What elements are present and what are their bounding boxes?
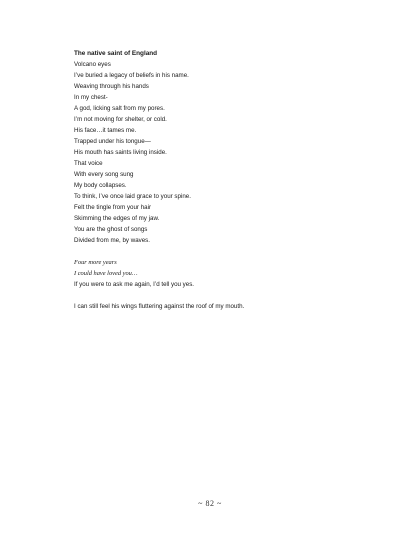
poem-line: His face…it tames me. — [74, 127, 137, 134]
poem-line: His mouth has saints living inside. — [74, 149, 167, 156]
poem-line: My body collapses. — [74, 182, 127, 189]
poem-line: With every song sung — [74, 171, 134, 178]
poem-line: You are the ghost of songs — [74, 226, 148, 233]
poem-line: Volcano eyes — [74, 61, 111, 68]
page-number: ~ 82 ~ — [198, 499, 222, 508]
poem-line: If you were to ask me again, I’d tell you yes. — [74, 281, 195, 288]
poem-line: Felt the tingle from your hair — [74, 204, 152, 211]
poem-line-italic: Four more years — [74, 259, 117, 266]
poem-line: Divided from me, by waves. — [74, 237, 150, 244]
stanza-1 — [74, 59, 374, 246]
poem-line: In my chest- — [74, 94, 108, 101]
poem-line: Skimming the edges of my jaw. — [74, 215, 160, 222]
poem-line: To think, I’ve once laid grace to your spine. — [74, 193, 191, 200]
stanza-2 — [74, 257, 374, 290]
poem-line-italic: I could have loved you… — [74, 270, 138, 277]
poem-line: A god, licking salt from my pores. — [74, 105, 165, 112]
poem-line: I’ve buried a legacy of beliefs in his name. — [74, 72, 189, 79]
poem-line: Weaving through his hands — [74, 83, 149, 90]
poem-line: I’m not moving for shelter, or cold. — [74, 116, 167, 123]
poem-title: The native saint of England — [74, 50, 158, 57]
poem-line: Trapped under his tongue— — [74, 138, 151, 145]
poem-line: That voice — [74, 160, 103, 167]
poem — [74, 48, 374, 312]
stanza-break — [74, 246, 374, 257]
stanza-break — [74, 290, 374, 301]
poem-closing-line: I can still feel his wings fluttering against the roof of my mouth. — [74, 303, 245, 310]
